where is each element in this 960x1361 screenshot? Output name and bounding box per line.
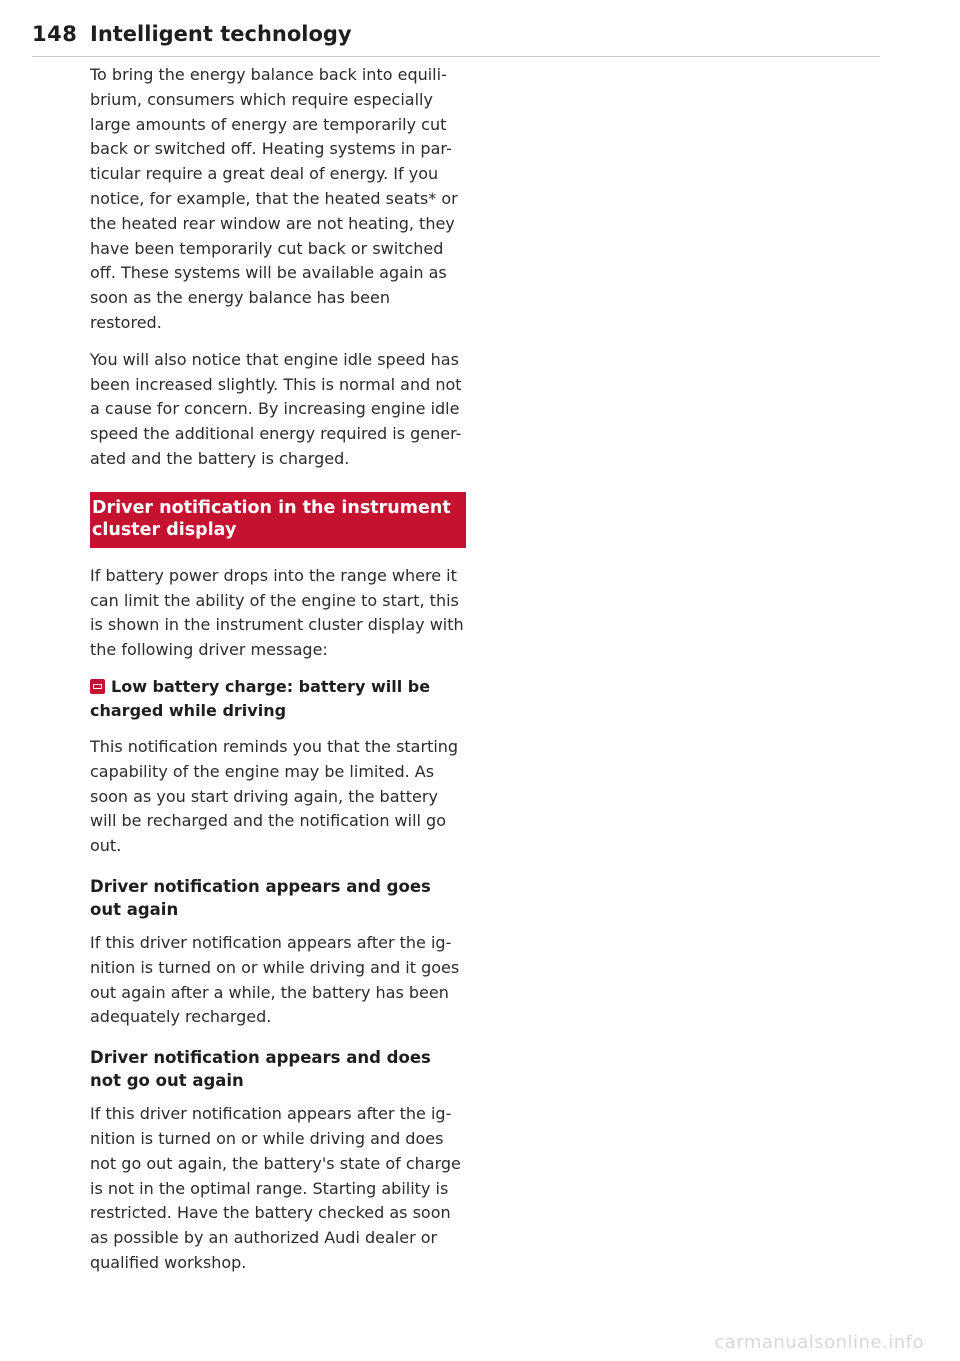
- page-number: 148: [32, 22, 78, 46]
- watermark: carmanualsonline.info: [714, 1332, 924, 1353]
- paragraph-goes-out: If this driver notification appears after the ig- nition is turned on or while driving and it goes out again after a while, the battery has been adequately recharged.: [90, 932, 460, 1027]
- page-title: Intelligent technology: [90, 22, 352, 46]
- driver-message-text: Low battery charge: battery will be charged while driving: [90, 676, 431, 721]
- paragraph-energy-balance: To bring the energy balance back into equili- brium, consumers which require especially large amounts of energy are temporarily cut back or switched off. Heating systems in par- ticular require a great deal of energy. If you notice, for example, that the heated seats* or the heated rear window are not heating, they have been temporarily cut back or switched off. These systems will be available again as soon as the energy balance has been restored.: [90, 65, 458, 332]
- section-heading: Driver notification in the instrument cluster display: [90, 492, 466, 548]
- subheading-does-not-go-out: Driver notification appears and does not go out again: [90, 1048, 431, 1091]
- paragraph-notification-reminder: This notification reminds you that the starting capability of the engine may be limited. As soon as you start driving again, the battery will be recharged and the notification will go out.: [90, 736, 459, 856]
- content-column: [90, 63, 466, 1288]
- subheading-goes-out: Driver notification appears and goes out again: [90, 876, 431, 919]
- page-header: [32, 22, 880, 57]
- battery-warning-icon: [90, 679, 105, 694]
- driver-message: [90, 675, 466, 724]
- paragraph-idle-speed: You will also notice that engine idle speed has been increased slightly. This is normal and not a cause for concern. By increasing engine idle speed the additional energy required is gener- ated and the battery is charged.: [90, 349, 462, 468]
- paragraph-battery-power: If battery power drops into the range where it can limit the ability of the engine to start, this is shown in the instrument cluster display with the following driver message:: [90, 565, 464, 660]
- paragraph-does-not-go-out: If this driver notification appears after the ig- nition is turned on or while driving and does not go out again, the battery's state of charge is not in the optimal range. Starting ability is restricted. Have the battery checked as soon as possible by an authorized Audi dealer or qualified workshop.: [90, 1104, 461, 1272]
